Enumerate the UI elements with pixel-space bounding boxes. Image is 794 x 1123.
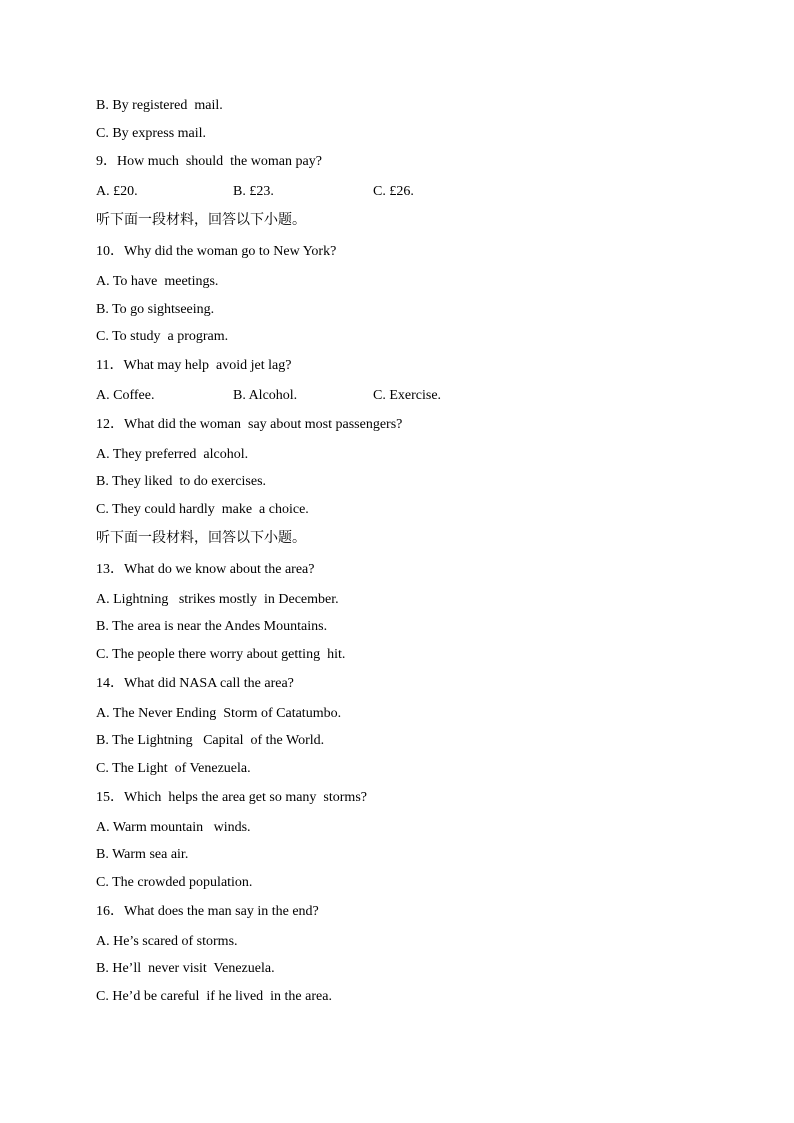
q9-option-b: B. £23. [233,184,274,199]
question-9: 9．How much should the woman pay? [96,154,322,169]
q11-options [96,387,696,405]
q9-option-a: A. £20. [96,184,138,199]
q13-option-c: C. The people there worry about getting hit. [96,647,346,662]
q14-option-c: C. The Light of Venezuela. [96,761,251,776]
q16-option-a: A. He’s scared of storms. [96,934,238,949]
question-12: 12．What did the woman say about most passengers? [96,417,403,432]
question-16: 16．What does the man say in the end? [96,904,319,919]
q12-option-a: A. They preferred alcohol. [96,447,249,462]
q9-option-c: C. £26. [373,184,414,199]
q16-option-b: B. He’ll never visit Venezuela. [96,961,275,976]
q15-option-b: B. Warm sea air. [96,847,189,862]
q10-option-a: A. To have meetings. [96,274,219,289]
question-11: 11．What may help avoid jet lag? [96,358,292,373]
q14-option-a: A. The Never Ending Storm of Catatumbo. [96,706,342,721]
section-instruction: 听下面一段材料，回答以下小题。 [96,530,306,546]
q8-option-b: B. By registered mail. [96,98,223,113]
q13-option-b: B. The area is near the Andes Mountains. [96,619,328,634]
question-15: 15．Which helps the area get so many storms? [96,790,367,805]
q13-option-a: A. Lightning strikes mostly in December. [96,592,339,607]
question-14: 14．What did NASA call the area? [96,676,294,691]
q15-option-c: C. The crowded population. [96,875,253,890]
q12-option-c: C. They could hardly make a choice. [96,502,309,517]
q10-option-c: C. To study a program. [96,329,229,344]
q11-option-a: A. Coffee. [96,388,155,403]
q10-option-b: B. To go sightseeing. [96,302,215,317]
q16-option-c: C. He’d be careful if he lived in the area. [96,989,332,1004]
question-13: 13．What do we know about the area? [96,562,315,577]
q12-option-b: B. They liked to do exercises. [96,474,267,489]
q11-option-b: B. Alcohol. [233,388,298,403]
q15-option-a: A. Warm mountain winds. [96,820,251,835]
question-10: 10．Why did the woman go to New York? [96,244,337,259]
q8-option-c: C. By express mail. [96,126,207,141]
q11-option-c: C. Exercise. [373,388,442,403]
q14-option-b: B. The Lightning Capital of the World. [96,733,325,748]
q9-options [96,183,696,201]
section-instruction: 听下面一段材料，回答以下小题。 [96,212,306,228]
